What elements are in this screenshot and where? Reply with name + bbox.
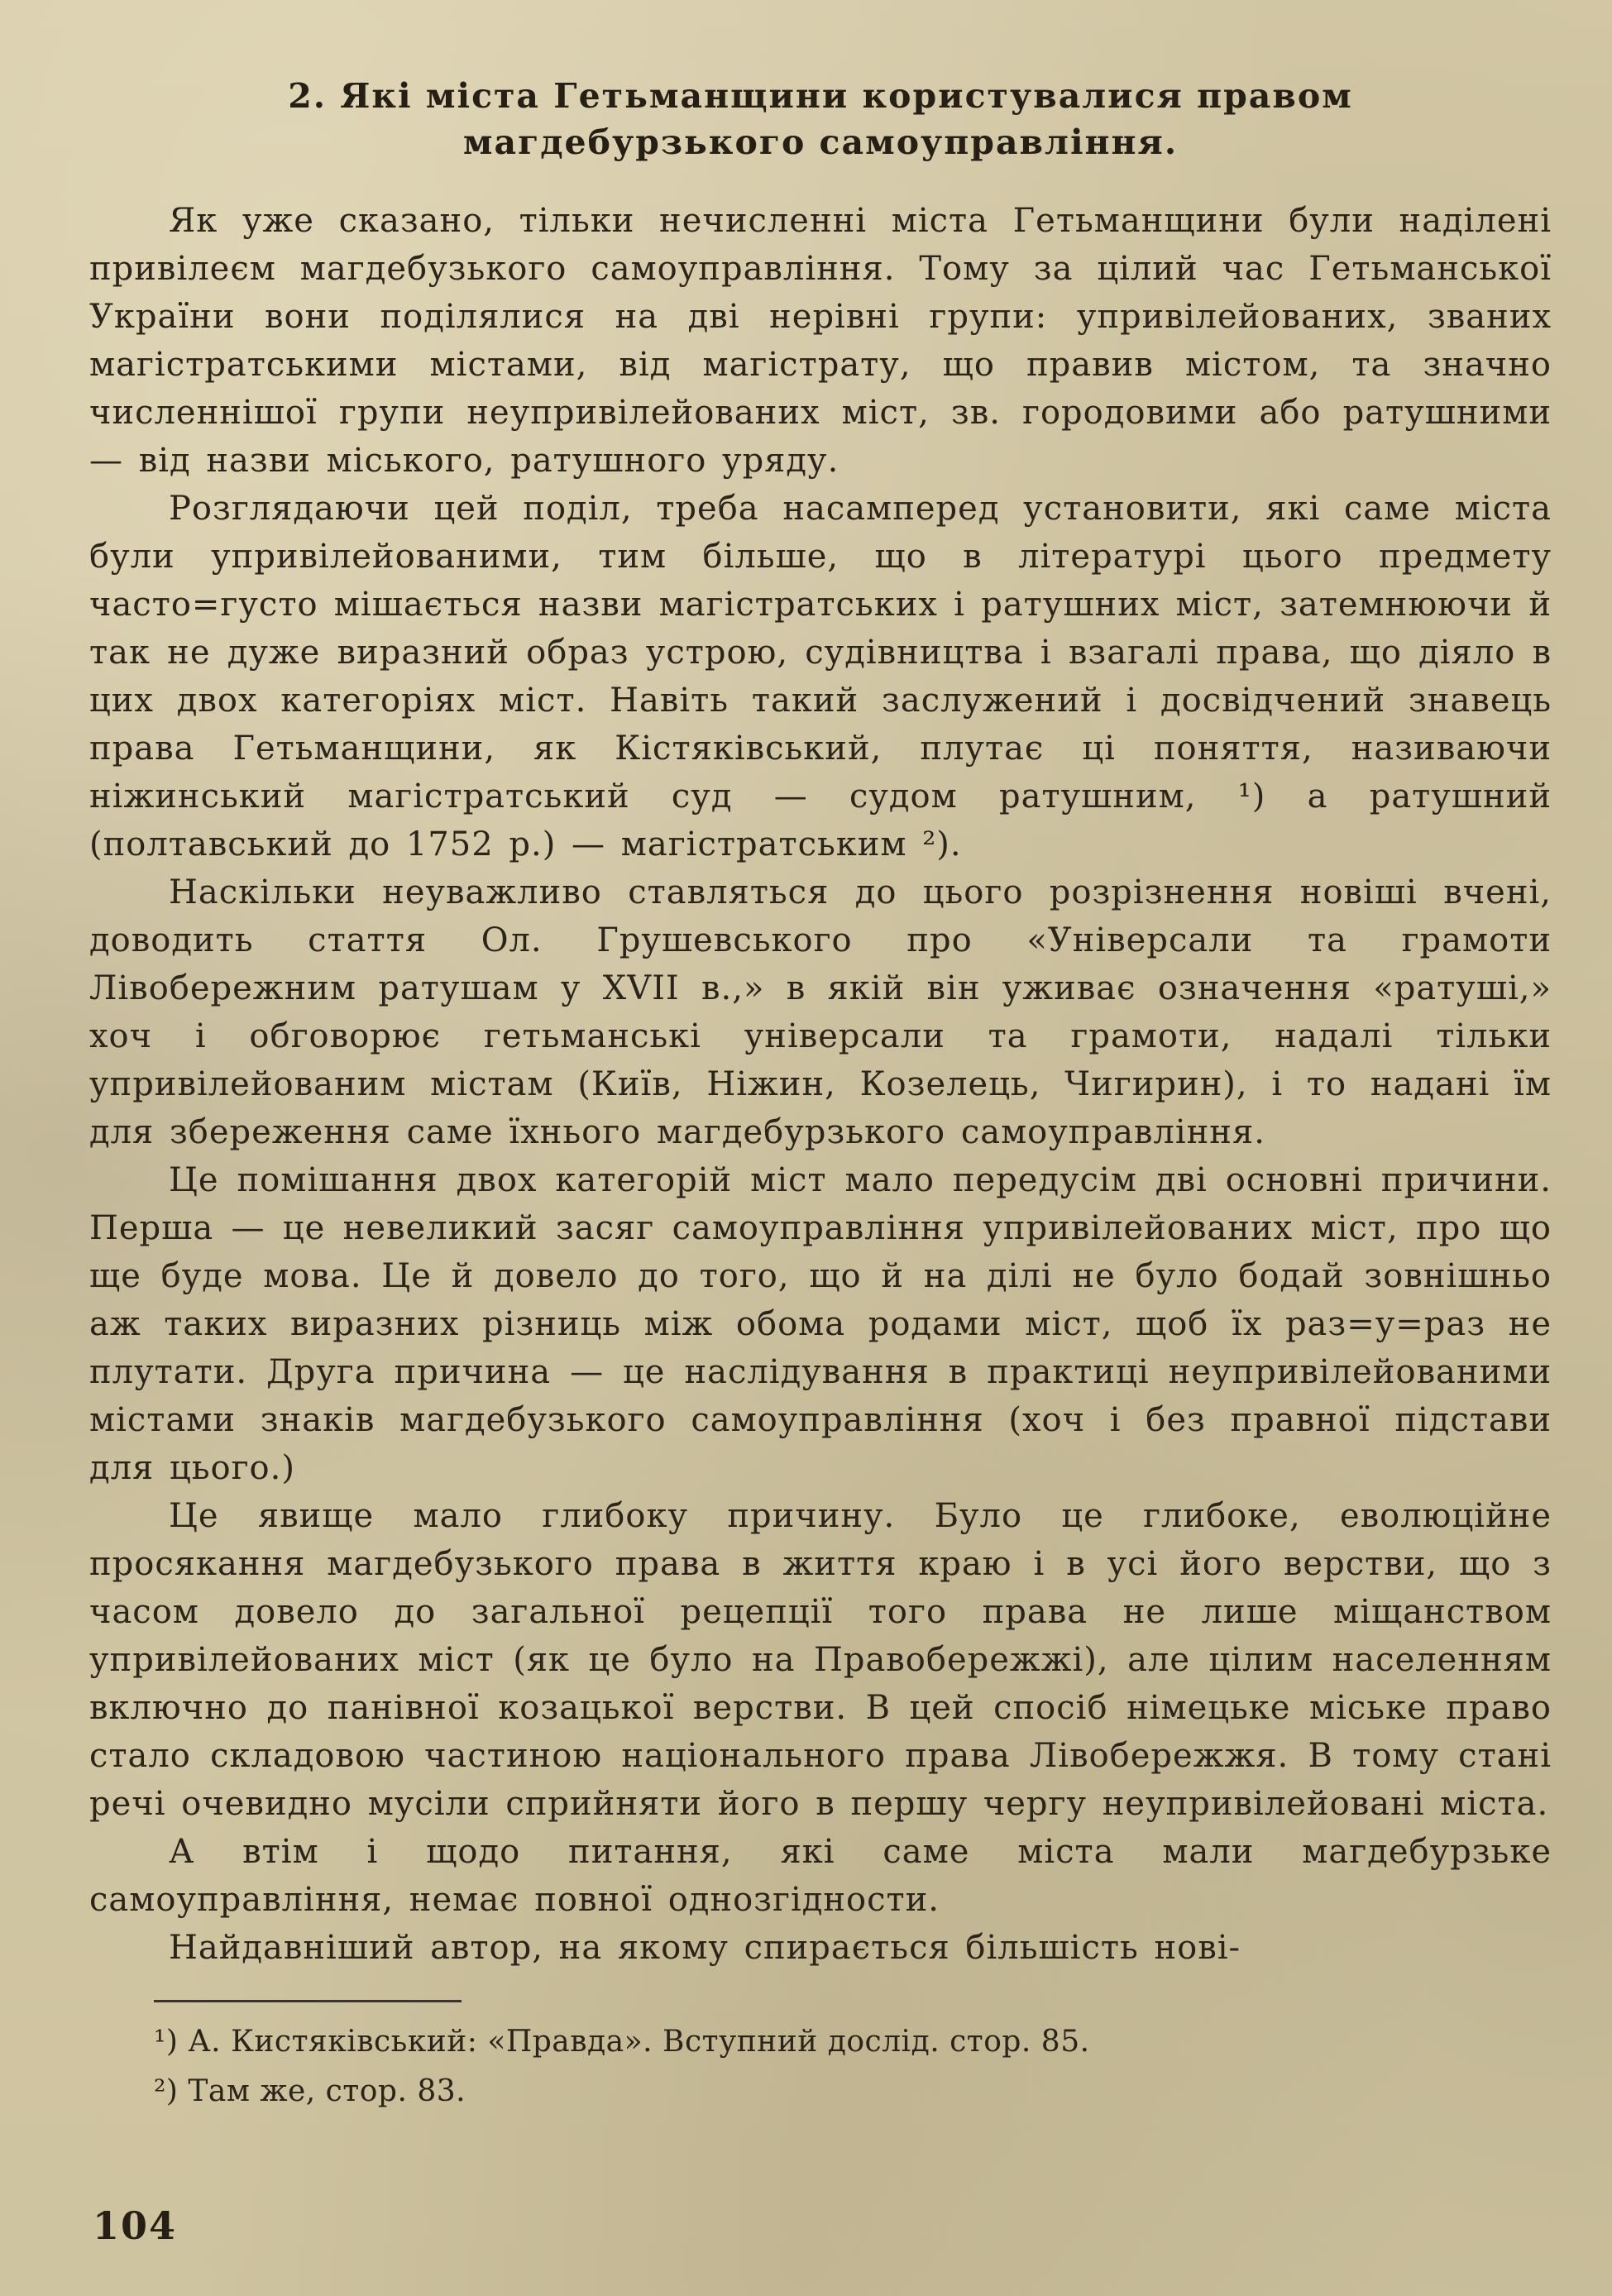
body-text: [89, 197, 1552, 1972]
paragraph: Розглядаючи цей поділ, треба насамперед установити, які саме міста були упривілейованими, тим більше, що в літературі цього предмету часто=густо мішається назви магістратських і ратушних міст, затемнюючи й так не дуже виразний образ устрою, судівництва і взагалі права, що діяло в цих двох категоріях міст. Навіть такий заслужений і досвідчений знавець права Гетьманщини, як Кістяківський, плутає ці поняття, називаючи ніжинський магістратський суд — судом ратушним, ¹) а ратушний (полтавський до 1752 р.) — магістратським ²).: [89, 490, 1552, 863]
footnotes-block: [89, 2000, 1552, 2113]
footnote: ²) Там же, стор. 83.: [154, 2074, 466, 2108]
section-heading: [89, 73, 1552, 165]
section-heading-line1: 2. Які міста Гетьманщини користувалися правом: [288, 76, 1353, 116]
page-content: [89, 73, 1552, 2120]
paragraph: Найдавніший автор, на якому спирається більшість нові-: [169, 1929, 1241, 1967]
section-heading-line2: магдебурзького самоуправління.: [462, 122, 1179, 162]
paragraph: Це явище мало глибоку причину. Було це глибоке, еволюційне просякання магдебузького права в життя краю і в усі його верстви, що з часом довело до загальної рецепції того права не лише міщанством упривілейованих міст (як це було на Правобережжі), але цілим населенням включно до панівної козацької верстви. В цей спосіб німецьке міське право стало складовою частиною національного права Лівобережжя. В тому стані речі очевидно мусіли сприйняти його в першу чергу неупривілейовані міста.: [89, 1497, 1552, 1823]
paragraph: Як уже сказано, тільки нечисленні міста Гетьманщини були наділені привілеєм магдебузького самоуправління. Тому за цілий час Гетьманської України вони поділялися на дві нерівні групи: упривілейованих, званих магістратськими містами, від магістрату, що правив містом, та значно численнішої групи неупривілейованих міст, зв. городовими або ратушними — від назви міського, ратушного уряду.: [89, 202, 1552, 480]
page-number: 104: [93, 2203, 178, 2248]
footnote: ¹) А. Кистяківський: «Правда». Вступний дослід. стор. 85.: [154, 2025, 1090, 2059]
paragraph: Наскільки неуважливо ставляться до цього розрізнення новіші вчені, доводить стаття Ол. Грушевського про «Універсали та грамоти Лівобережним ратушам у XVII в.,» в якій він уживає означення «ратуші,» хоч і обговорює гетьманські універсали та грамоти, надалі тільки упривілейованим містам (Київ, Ніжин, Козелець, Чигирин), і то надані їм для збереження саме їхнього магдебурзького самоуправління.: [89, 873, 1552, 1151]
paragraph: А втім і щодо питання, які саме міста мали магдебурзьке самоуправління, немає повної однозгідности.: [89, 1833, 1552, 1919]
footnote-separator: [154, 2000, 462, 2002]
paragraph: Це помішання двох категорій міст мало передусім дві основні причини. Перша — це невеликий засяг самоуправління упривілейованих міст, про що ще буде мова. Це й довело до того, що й на ділі не було бодай зовнішньо аж таких виразних різниць між обома родами міст, щоб їх раз=у=раз не плутати. Друга причина — це наслідування в практиці неупривілейованими містами знаків магдебузького самоуправління (хоч і без правної підстави для цього.): [89, 1161, 1552, 1487]
